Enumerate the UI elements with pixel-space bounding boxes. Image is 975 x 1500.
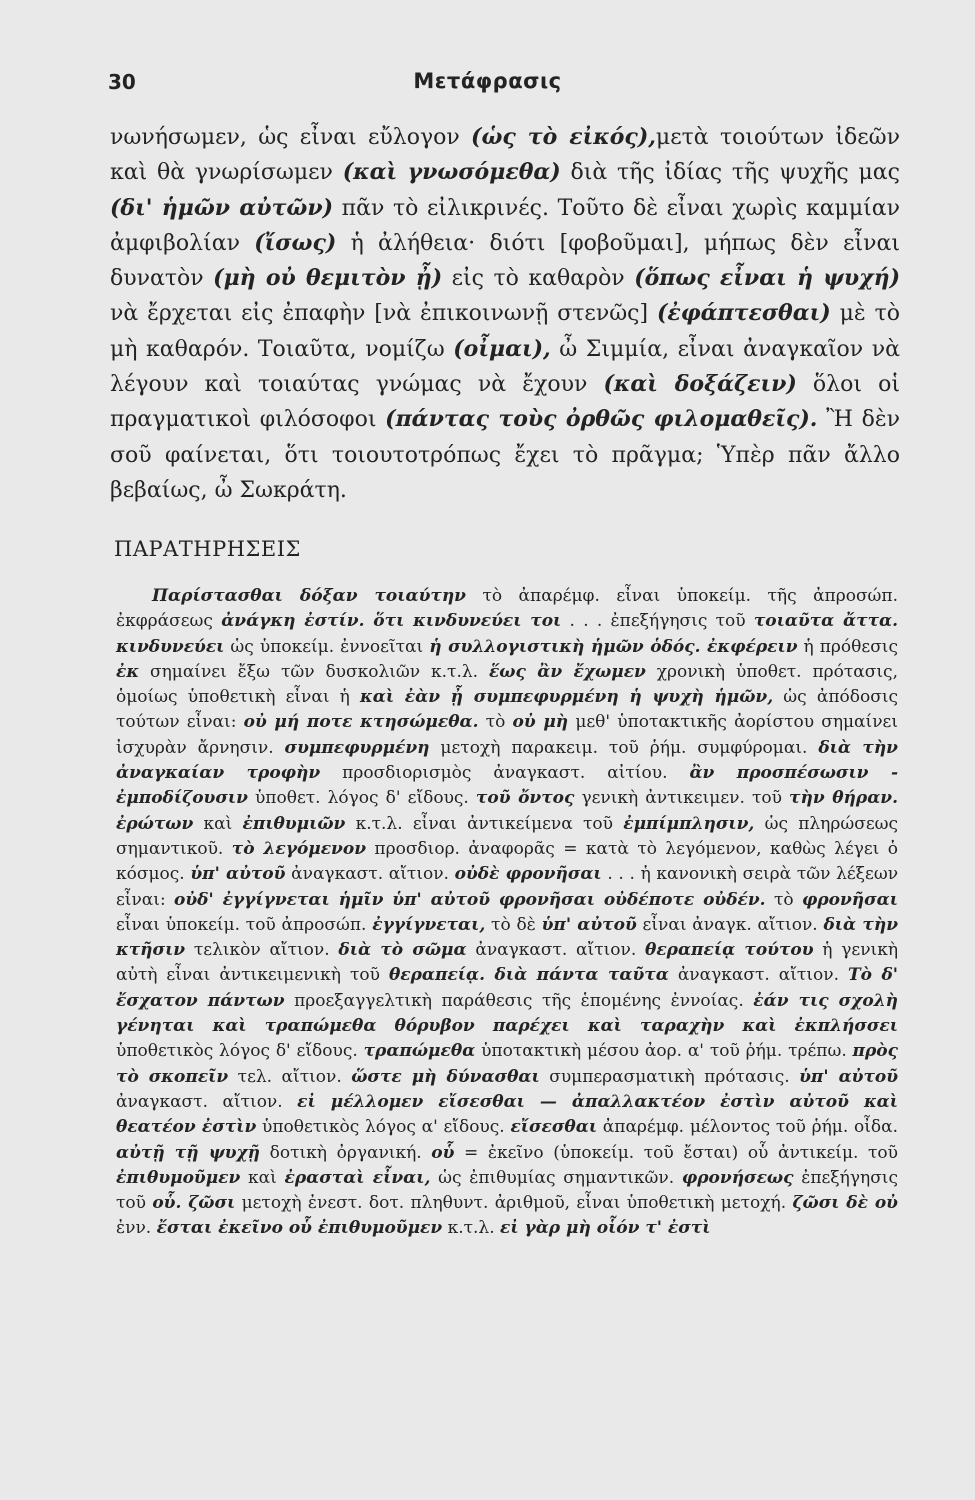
translation-paragraph: νωνήσωμεν, ὡς εἶναι εὔλογον (ὡς τὸ εἰκός),μετὰ τοιούτων ἰδεῶν καὶ θὰ γνωρίσωμεν (καὶ γνωσόμεθα) διὰ τῆς ἰδίας τῆς ψυχῆς μας (δι' ἡμῶν αὐτῶν) πᾶν τὸ εἰλικρινές. Τοῦτο δὲ εἶναι χωρὶς καμμίαν ἀμφιβολίαν (ἴσως) ἡ ἀλήθεια· διότι [φοβοῦμαι], μήπως δὲν εἶναι δυνατὸν (μὴ οὐ θεμιτὸν ᾖ) εἰς τὸ καθαρὸν (ὅπως εἶναι ἡ ψυχή) νὰ ἔρχεται εἰς ἐπαφὴν [νὰ ἐπικοινωνῇ στενῶς] (ἐφάπτεσθαι) μὲ τὸ μὴ καθαρόν. Τοιαῦτα, νομίζω (οἶμαι), ὦ Σιμμία, εἶναι ἀναγκαῖον νὰ λέγουν καὶ τοιαύτας γνώμας νὰ ἔχουν (καὶ δοξάζειν) ὅλοι οἱ πραγματικοὶ φιλόσοφοι (πάντας τοὺς ὀρθῶς φιλομαθεῖς). Ἢ δὲν σοῦ φαίνεται, ὅτι τοιουτοτρόπως ἔχει τὸ πρᾶγμα; Ὑπὲρ πᾶν ἄλλο βεβαίως, ὦ Σωκράτη. <box>110 124 901 503</box>
page-number: 30 <box>108 70 136 94</box>
notes-text <box>116 584 898 1242</box>
notes-heading: ΠΑΡΑΤΗΡΗΣΕΙΣ <box>114 537 301 561</box>
notes-paragraph: Παρίστασθαι δόξαν τοιαύτην τὸ ἀπαρέμφ. εἶναι ὑποκείμ. τῆς ἀπροσώπ. ἐκφράσεως ἀνάγκη ἐστίν. ὅτι κινδυνεύει τοι . . . ἐπεξήγησις τοῦ τοιαῦτα ἄττα. κινδυνεύει ὡς ὑποκείμ. ἐννοεῖται ἡ συλλογιστικὴ ἡμῶν ὁδός. ἐκφέρειν ἡ πρόθεσις ἐκ σημαίνει ἔξω τῶν δυσκολιῶν κ.τ.λ. ἕως ἂν ἔχωμεν χρονικὴ ὑποθετ. πρότασις, ὁμοίως ὑποθετικὴ εἶναι ἡ καὶ ἐὰν ᾖ συμπεφυρμένη ἡ ψυχὴ ἡμῶν, ὡς ἀπόδοσις τούτων εἶναι: οὐ μή ποτε κτησώμεθα. τὸ οὐ μὴ μεθ' ὑποτακτικῆς ἀορίστου σημαίνει ἰσχυρὰν ἄρνησιν. συμπεφυρμένη μετοχὴ παρακειμ. τοῦ ῥήμ. συμφύρομαι. διὰ τὴν ἀναγκαίαν τροφὴν προσδιορισμὸς ἀναγκαστ. αἰτίου. ἂν προσπέσωσιν - ἐμποδίζουσιν ὑποθετ. λόγος δ' εἴδους. τοῦ ὄντος γενικὴ ἀντικειμεν. τοῦ τὴν θήραν. ἐρώτων καὶ ἐπιθυμιῶν κ.τ.λ. εἶναι ἀντικείμενα τοῦ ἐμπίμπλησιν, ὡς πληρώσεως σημαντικοῦ. τὸ λεγόμενον προσδιορ. ἀναφορᾶς = κατὰ τὸ λεγόμενον, καθὼς λέγει ὁ κόσμος. ὑπ' αὐτοῦ ἀναγκαστ. αἴτιον. οὐδὲ φρονῆσαι . . . ἡ κανονικὴ σειρὰ τῶν λέξεων εἶναι: οὐδ' ἐγγίγνεται ἡμῖν ὑπ' αὐτοῦ φρονῆσαι οὐδέποτε οὐδέν. τὸ φρονῆσαι εἶναι ὑποκείμ. τοῦ ἀπροσώπ. ἐγγίγνεται, τὸ δὲ ὑπ' αὐτοῦ εἶναι ἀναγκ. αἴτιον. διὰ τὴν κτῆσιν τελικὸν αἴτιον. διὰ τὸ σῶμα ἀναγκαστ. αἴτιον. θεραπείᾳ τούτου ἡ γενικὴ αὐτὴ εἶναι ἀντικειμενικὴ τοῦ θεραπείᾳ. διὰ πάντα ταῦτα ἀναγκαστ. αἴτιον. Τὸ δ' ἔσχατον πάντων προεξαγγελτικὴ παράθεσις τῆς ἑπομένης ἐννοίας. ἐάν τις σχολὴ γένηται καὶ τραπώμεθα θόρυβον παρέχει καὶ ταραχὴν καὶ ἐκπλήσσει ὑποθετικὸς λόγος δ' εἴδους. τραπώμεθα ὑποτακτικὴ μέσου ἀορ. α' τοῦ ῥήμ. τρέπω. πρὸς τὸ σκοπεῖν τελ. αἴτιον. ὥστε μὴ δύνασθαι συμπερασματικὴ πρότασις. ὑπ' αὐτοῦ ἀναγκαστ. αἴτιον. εἰ μέλλομεν εἴσεσθαι — ἀπαλλακτέον ἐστὶν αὐτοῦ καὶ θεατέον ἐστὶν ὑποθετικὸς λόγος α' εἴδους. εἴσεσθαι ἀπαρέμφ. μέλοντος τοῦ ῥήμ. οἶδα. αὐτῇ τῇ ψυχῇ δοτικὴ ὀργανική. οὗ = ἐκεῖνο (ὑποκείμ. τοῦ ἔσται) οὗ ἀντικείμ. τοῦ ἐπιθυμοῦμεν καὶ ἐρασταὶ εἶναι, ὡς ἐπιθυμίας σημαντικῶν. φρονήσεως ἐπεξήγησις τοῦ οὗ. ζῶσι μετοχὴ ἐνεστ. δοτ. πληθυντ. ἀριθμοῦ, εἶναι ὑποθετικὴ μετοχή. ζῶσι δὲ οὐ ἐνν. ἔσται ἐκεῖνο οὗ ἐπιθυμοῦμεν κ.τ.λ. εἰ γὰρ μὴ οἷόν τ' ἐστὶ <box>116 586 899 1239</box>
running-title: Μετάφρασις <box>413 69 562 93</box>
translation-text <box>110 120 900 508</box>
